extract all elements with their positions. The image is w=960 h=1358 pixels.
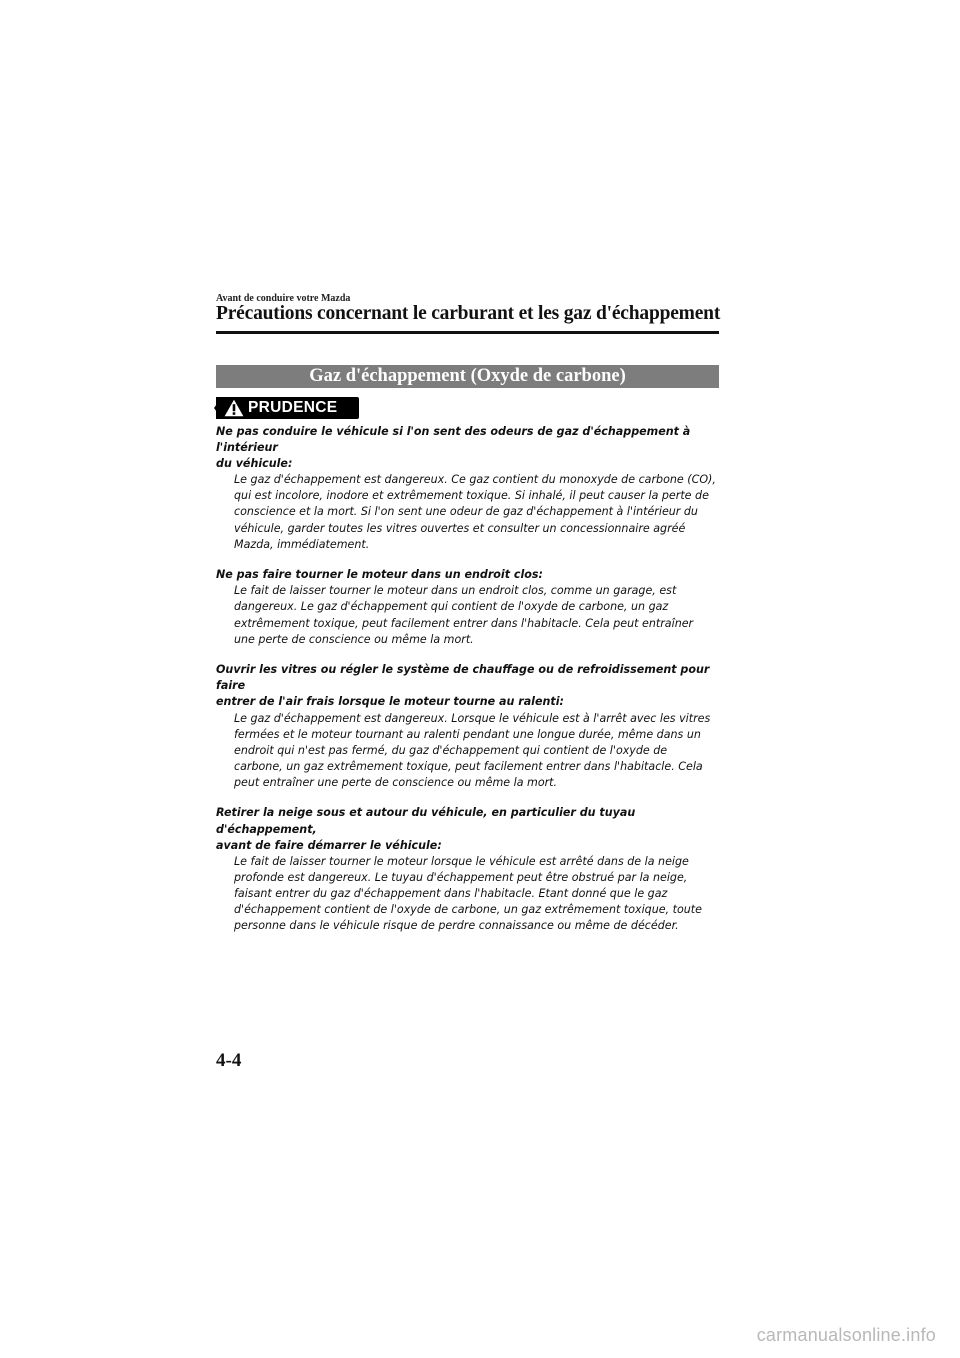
caution-item-heading xyxy=(216,567,726,583)
text-line: Le fait de laisser tourner le moteur dans un endroit clos, comme un garage, est xyxy=(234,584,677,598)
page-title: Précautions concernant le carburant et les gaz d'échappement xyxy=(216,303,721,324)
text-line: entrer de l'air frais lorsque le moteur tourne au ralenti: xyxy=(216,695,564,709)
text-line: fermées et le moteur tournant au ralenti pendant une longue durée, même dans un xyxy=(234,727,701,741)
text-line: faisant entrer du gaz d'échappement dans l'habitacle. Etant donné que le gaz xyxy=(234,886,668,900)
caution-item-body xyxy=(234,472,726,552)
text-line: véhicule, garder toutes les vitres ouvertes et consulter un concessionnaire agréé xyxy=(234,521,686,535)
caution-item-heading xyxy=(216,662,726,710)
text-line: extrêmement toxique, peut facilement entrer dans l'habitacle. Cela peut entraîner xyxy=(234,616,694,630)
text-line: une perte de conscience ou même la mort. xyxy=(234,632,474,646)
text-line: endroit qui n'est pas fermé, du gaz d'échappement qui contient de l'oxyde de xyxy=(234,743,668,757)
text-line: peut entraîner une perte de conscience ou même la mort. xyxy=(234,775,558,789)
text-line: Le gaz d'échappement est dangereux. Ce gaz contient du monoxyde de carbone (CO), xyxy=(234,473,716,487)
caution-item-heading xyxy=(216,424,726,472)
breadcrumb: Avant de conduire votre Mazda xyxy=(216,293,351,304)
warning-triangle-icon xyxy=(224,399,244,417)
text-line: du véhicule: xyxy=(216,457,293,471)
text-line: profonde est dangereux. Le tuyau d'échappement peut être obstrué par la neige, xyxy=(234,870,688,884)
section-heading: Gaz d'échappement (Oxyde de carbone) xyxy=(216,365,719,388)
text-line: personne dans le véhicule risque de perdre connaissance ou même de décéder. xyxy=(234,919,679,933)
text-line: qui est incolore, inodore et extrêmement toxique. Si inhalé, il peut causer la perte de xyxy=(234,489,709,503)
text-line: avant de faire démarrer le véhicule: xyxy=(216,838,442,852)
text-line: Ne pas conduire le véhicule si l'on sent des odeurs de gaz d'échappement à l'intérieur xyxy=(216,425,691,455)
text-line: Le gaz d'échappement est dangereux. Lorsque le véhicule est à l'arrêt avec les vitres xyxy=(234,711,711,725)
caution-item xyxy=(216,567,726,647)
caution-item-body xyxy=(234,583,726,647)
text-line: Mazda, immédiatement. xyxy=(234,537,370,551)
text-line: Le fait de laisser tourner le moteur lorsque le véhicule est arrêté dans de la neige xyxy=(234,854,689,868)
watermark: carmanualsonline.info xyxy=(756,1325,936,1345)
text-line: carbone, un gaz extrêmement toxique, peut facilement entrer dans l'habitacle. Cela xyxy=(234,759,703,773)
caution-label: PRUDENCE xyxy=(248,399,338,416)
caution-item xyxy=(216,662,726,791)
caution-item-body xyxy=(234,854,726,934)
text-line: Retirer la neige sous et autour du véhicule, en particulier du tuyau d'échappement, xyxy=(216,806,636,836)
text-line: Ne pas faire tourner le moteur dans un endroit clos: xyxy=(216,568,543,582)
caution-badge xyxy=(216,397,359,419)
caution-item xyxy=(216,424,726,553)
caution-item xyxy=(216,805,726,934)
text-line: d'échappement contient de l'oxyde de carbone, un gaz extrêmement toxique, toute xyxy=(234,903,702,917)
caution-content xyxy=(216,424,726,949)
text-line: Ouvrir les vitres ou régler le système de chauffage ou de refroidissement pour faire xyxy=(216,663,710,693)
text-line: dangereux. Le gaz d'échappement qui contient de l'oxyde de carbone, un gaz xyxy=(234,600,669,614)
title-divider xyxy=(216,331,719,334)
caution-item-body xyxy=(234,711,726,791)
page-number: 4-4 xyxy=(216,1050,242,1071)
caution-item-heading xyxy=(216,805,726,853)
text-line: conscience et la mort. Si l'on sent une odeur de gaz d'échappement à l'intérieur du xyxy=(234,505,698,519)
